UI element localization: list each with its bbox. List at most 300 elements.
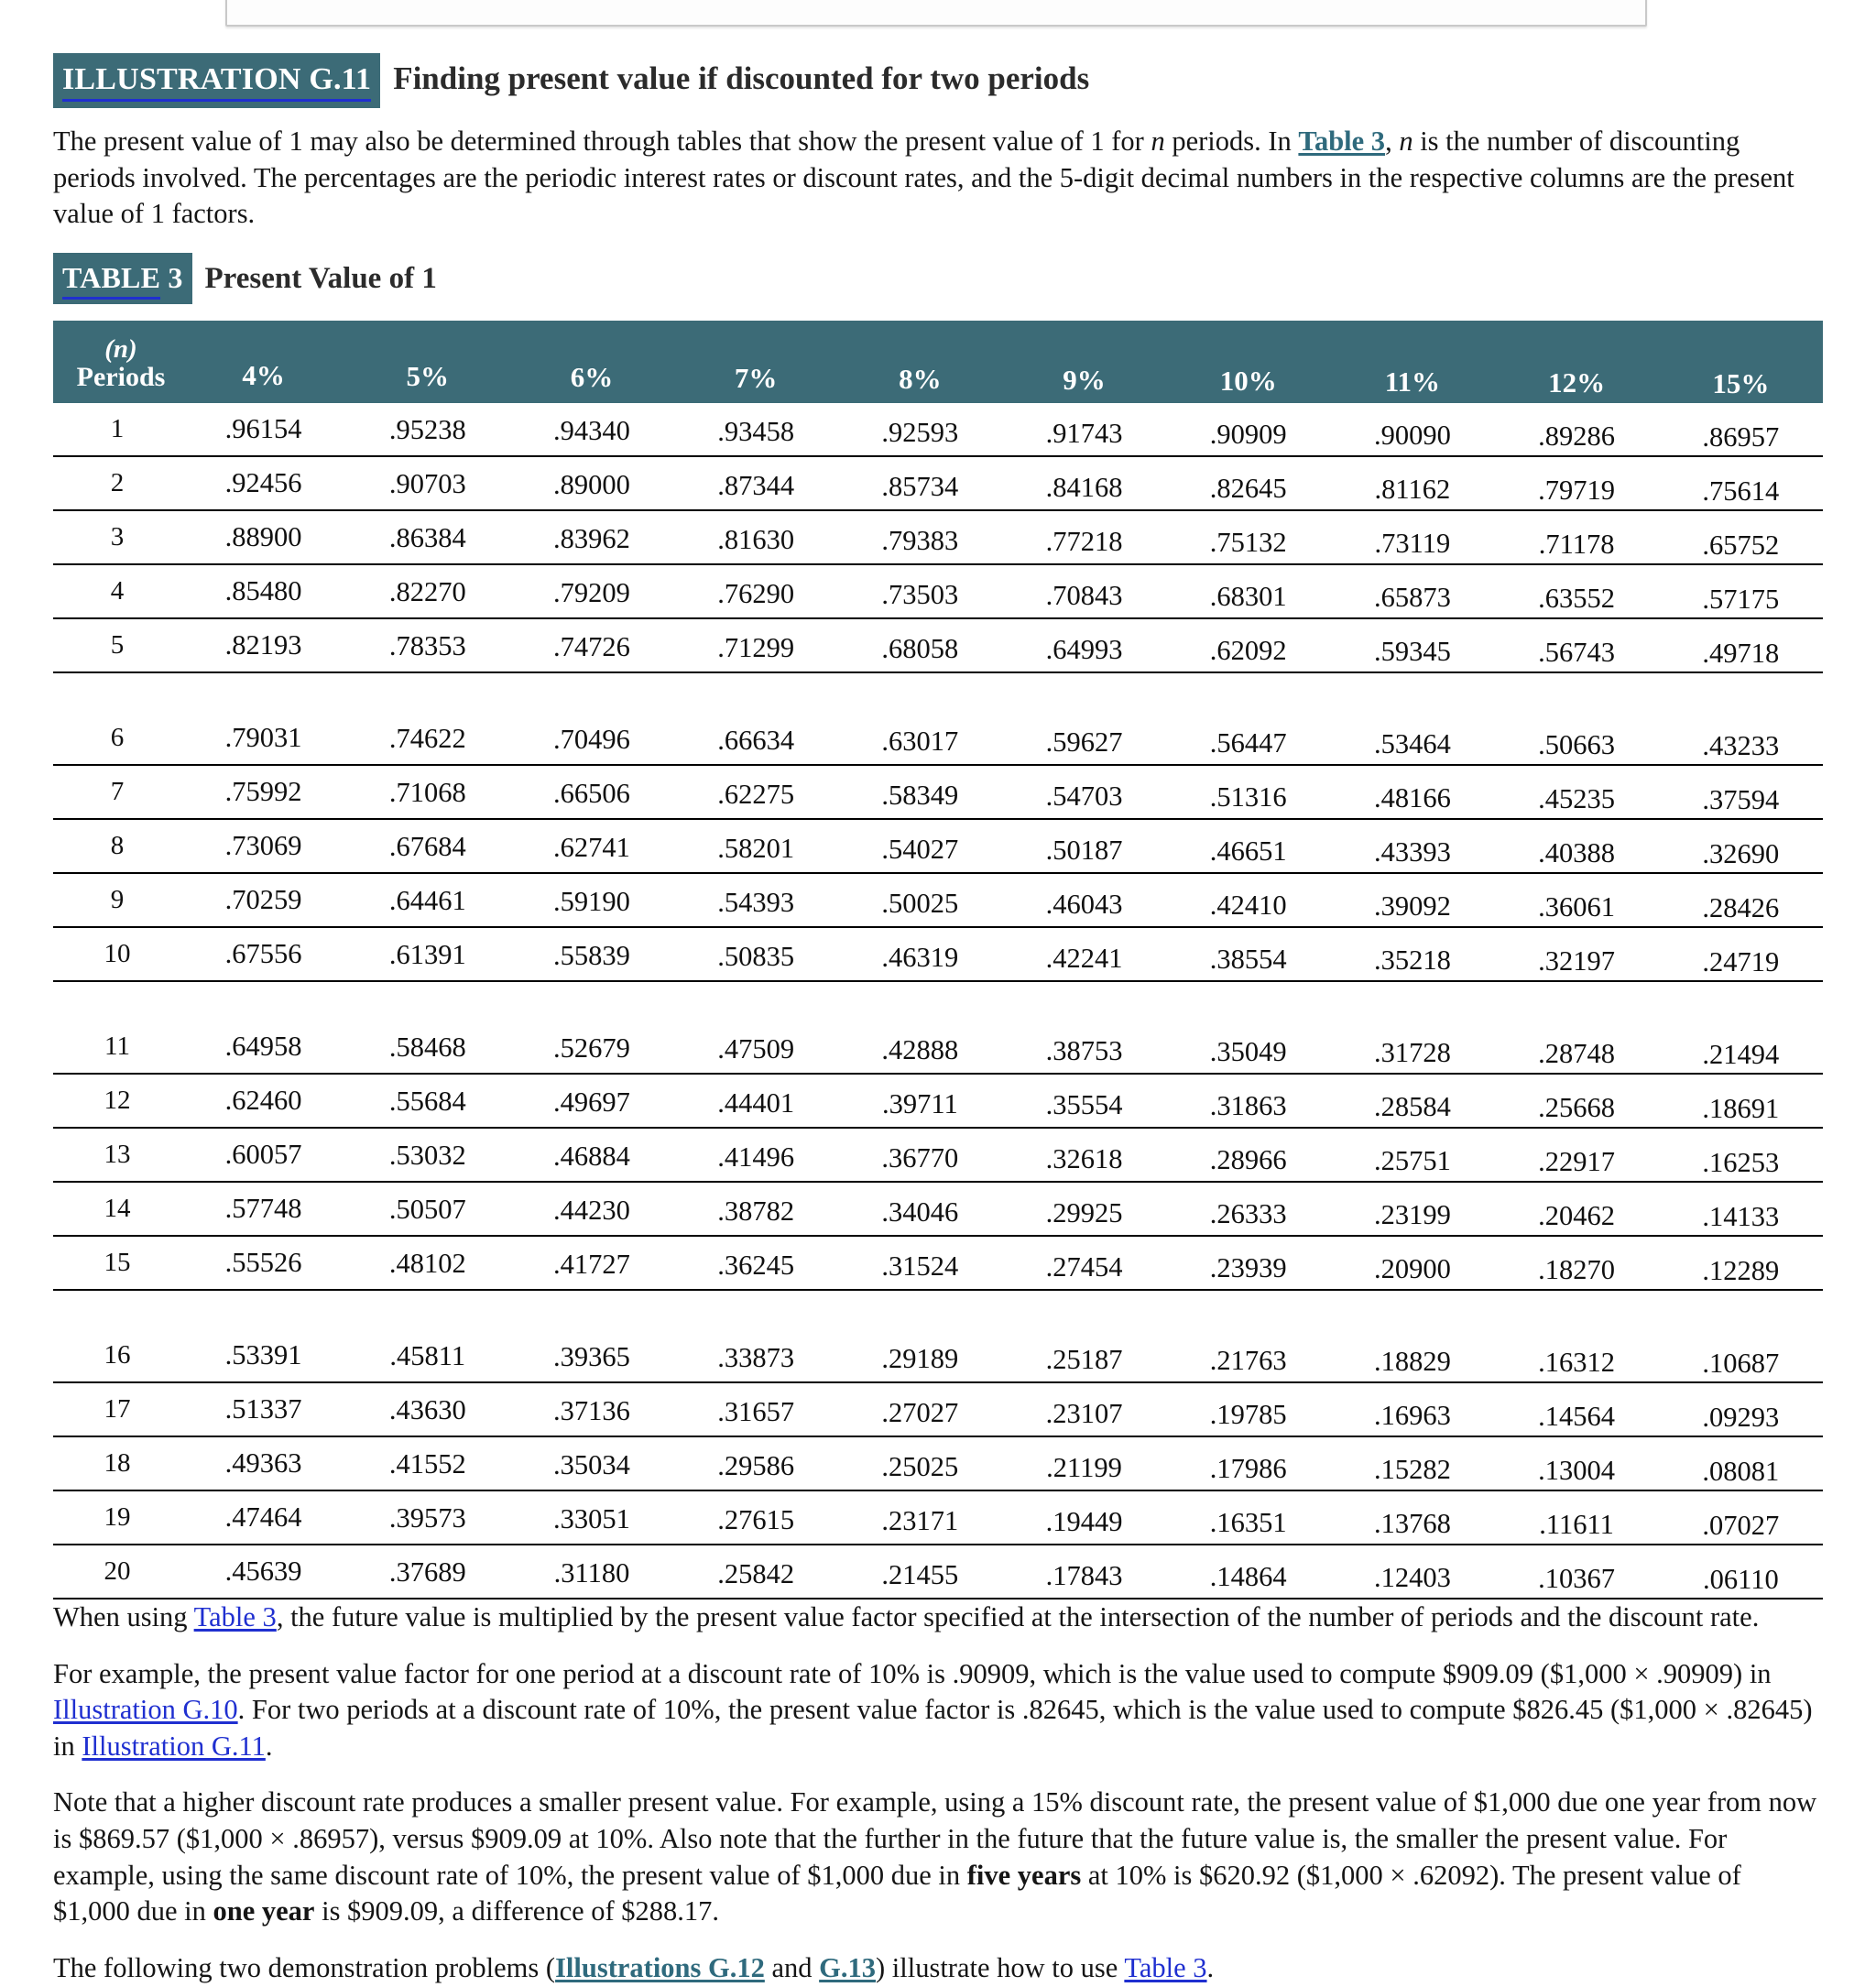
table-row [53, 1021, 1823, 1074]
cell-factor-6pct: .83962 [509, 510, 673, 564]
cell-factor-12pct: .20462 [1495, 1182, 1659, 1236]
column-header-rate-9: 9% [1002, 321, 1166, 403]
note-bold-one-year: one year [213, 1895, 315, 1927]
cell-factor-12pct: .10367 [1495, 1545, 1659, 1599]
cell-factor-10pct: .38554 [1166, 927, 1330, 981]
intro-italic-n-2: n [1399, 126, 1413, 157]
cell-factor-11pct: .65873 [1330, 564, 1494, 618]
when-using-text-1: When using [53, 1600, 194, 1632]
cell-factor-8pct: .27027 [838, 1382, 1002, 1436]
cell-factor-4pct: .79031 [181, 712, 345, 765]
cell-factor-10pct: .51316 [1166, 765, 1330, 819]
table-row [53, 1182, 1823, 1236]
cell-factor-5pct: .90703 [345, 456, 509, 510]
cell-period: 2 [53, 456, 181, 510]
cell-factor-4pct: .49363 [181, 1436, 345, 1490]
table-badge-label: TABLE [62, 261, 160, 300]
cell-factor-6pct: .59190 [509, 873, 673, 927]
cell-factor-9pct: .32618 [1002, 1128, 1166, 1182]
cell-factor-15pct: .86957 [1659, 403, 1823, 456]
cell-factor-7pct: .76290 [674, 564, 838, 618]
cell-factor-12pct: .50663 [1495, 712, 1659, 765]
cell-factor-10pct: .19785 [1166, 1382, 1330, 1436]
table-body [53, 403, 1823, 1599]
cell-factor-5pct: .78353 [345, 618, 509, 672]
cell-period: 5 [53, 618, 181, 672]
cell-factor-6pct: .52679 [509, 1021, 673, 1074]
cell-factor-6pct: .89000 [509, 456, 673, 510]
cell-factor-15pct: .49718 [1659, 618, 1823, 672]
cell-period: 11 [53, 1021, 181, 1074]
column-header-rate-10: 10% [1166, 321, 1330, 403]
cell-factor-9pct: .35554 [1002, 1074, 1166, 1128]
table-row [53, 765, 1823, 819]
cell-factor-11pct: .25751 [1330, 1128, 1494, 1182]
cell-factor-5pct: .74622 [345, 712, 509, 765]
column-header-n: (n) [104, 333, 137, 364]
cell-factor-11pct: .18829 [1330, 1329, 1494, 1382]
cell-period: 18 [53, 1436, 181, 1490]
cell-factor-10pct: .21763 [1166, 1329, 1330, 1382]
cell-factor-6pct: .94340 [509, 403, 673, 456]
cell-factor-8pct: .21455 [838, 1545, 1002, 1599]
table-row [53, 1382, 1823, 1436]
cell-factor-11pct: .53464 [1330, 712, 1494, 765]
table-badge[interactable] [53, 253, 192, 304]
link-table-3-intro[interactable]: Table 3 [1298, 126, 1386, 157]
cell-factor-4pct: .88900 [181, 510, 345, 564]
cell-factor-7pct: .33873 [674, 1329, 838, 1382]
cell-factor-9pct: .27454 [1002, 1236, 1166, 1290]
cell-factor-9pct: .59627 [1002, 712, 1166, 765]
cell-factor-4pct: .73069 [181, 819, 345, 873]
cell-factor-5pct: .64461 [345, 873, 509, 927]
cell-factor-15pct: .37594 [1659, 765, 1823, 819]
cell-factor-9pct: .23107 [1002, 1382, 1166, 1436]
cell-factor-6pct: .49697 [509, 1074, 673, 1128]
column-header-rate-4: 4% [181, 321, 345, 403]
cell-factor-8pct: .31524 [838, 1236, 1002, 1290]
cell-factor-12pct: .45235 [1495, 765, 1659, 819]
note-text-1: Note that a higher discount rate produces a smaller present value. For example, using a 15% discount rate, the present value of $1,000 due one year from now is $869.57 ($1,000 × .86957), versus $909.09 at 10%. Also note that the further in the future that the future value is, the smaller the present value. For example, using the same discount rate of 10%, the present value of $1,000 due in [53, 1786, 1817, 1891]
cell-factor-5pct: .39573 [345, 1490, 509, 1545]
cell-factor-9pct: .42241 [1002, 927, 1166, 981]
cell-factor-10pct: .62092 [1166, 618, 1330, 672]
cell-factor-9pct: .25187 [1002, 1329, 1166, 1382]
column-header-periods-label: Periods [76, 362, 166, 393]
cell-period: 16 [53, 1329, 181, 1382]
cell-factor-9pct: .21199 [1002, 1436, 1166, 1490]
cell-factor-8pct: .46319 [838, 927, 1002, 981]
following-text-2: and [764, 1952, 820, 1984]
cell-factor-10pct: .56447 [1166, 712, 1330, 765]
column-header-rate-15: 15% [1659, 321, 1823, 403]
illustration-badge-label: ILLUSTRATION G.11 [62, 62, 371, 102]
cell-factor-5pct: .48102 [345, 1236, 509, 1290]
table-row [53, 1128, 1823, 1182]
cell-factor-5pct: .61391 [345, 927, 509, 981]
cell-factor-15pct: .12289 [1659, 1236, 1823, 1290]
cell-factor-8pct: .58349 [838, 765, 1002, 819]
table-row [53, 618, 1823, 672]
cell-factor-11pct: .43393 [1330, 819, 1494, 873]
cell-factor-10pct: .90909 [1166, 403, 1330, 456]
table-heading [53, 233, 1823, 304]
cell-factor-15pct: .16253 [1659, 1128, 1823, 1182]
cell-factor-4pct: .57748 [181, 1182, 345, 1236]
cell-factor-9pct: .29925 [1002, 1182, 1166, 1236]
cell-factor-8pct: .79383 [838, 510, 1002, 564]
cell-factor-6pct: .74726 [509, 618, 673, 672]
cell-factor-4pct: .62460 [181, 1074, 345, 1128]
cell-factor-11pct: .16963 [1330, 1382, 1494, 1436]
when-using-text-2: , the future value is multiplied by the present value factor specified at the intersection of the number of periods and the discount rate. [276, 1600, 1760, 1632]
cell-factor-11pct: .15282 [1330, 1436, 1494, 1490]
cell-factor-8pct: .85734 [838, 456, 1002, 510]
following-text-3: ) illustrate how to use [876, 1952, 1125, 1984]
cell-factor-15pct: .09293 [1659, 1382, 1823, 1436]
cell-factor-7pct: .71299 [674, 618, 838, 672]
cell-factor-4pct: .75992 [181, 765, 345, 819]
cell-factor-6pct: .70496 [509, 712, 673, 765]
cell-factor-7pct: .87344 [674, 456, 838, 510]
table-row [53, 1329, 1823, 1382]
cell-factor-8pct: .34046 [838, 1182, 1002, 1236]
illustration-badge[interactable] [53, 53, 380, 108]
intro-paragraph [53, 124, 1823, 233]
cell-period: 4 [53, 564, 181, 618]
cell-factor-7pct: .38782 [674, 1182, 838, 1236]
cell-factor-10pct: .35049 [1166, 1021, 1330, 1074]
cell-factor-4pct: .92456 [181, 456, 345, 510]
cell-factor-15pct: .08081 [1659, 1436, 1823, 1490]
cell-factor-5pct: .45811 [345, 1329, 509, 1382]
cell-factor-12pct: .22917 [1495, 1128, 1659, 1182]
paragraph-note [53, 1785, 1823, 1930]
cell-factor-7pct: .93458 [674, 403, 838, 456]
cell-factor-4pct: .55526 [181, 1236, 345, 1290]
cell-factor-4pct: .85480 [181, 564, 345, 618]
link-illustrations-g12[interactable]: Illustrations G.12 [555, 1952, 765, 1984]
cell-factor-7pct: .27615 [674, 1490, 838, 1545]
note-bold-five-years: five years [966, 1859, 1082, 1891]
cell-factor-8pct: .54027 [838, 819, 1002, 873]
table-group-spacer [53, 981, 1823, 1021]
table-group-spacer [53, 672, 1823, 712]
cell-factor-7pct: .54393 [674, 873, 838, 927]
example-text-1: For example, the present value factor for one period at a discount rate of 10% is .90909, which is the value used to compute $909.09 ($1,000 × .90909) in [53, 1657, 1772, 1689]
column-header-rate-11: 11% [1330, 321, 1494, 403]
paragraph-following [53, 1950, 1823, 1987]
table-row [53, 403, 1823, 456]
cell-factor-8pct: .39711 [838, 1074, 1002, 1128]
table-group-spacer [53, 1290, 1823, 1329]
paragraph-example [53, 1656, 1823, 1765]
table-row [53, 1490, 1823, 1545]
cell-factor-6pct: .39365 [509, 1329, 673, 1382]
cell-factor-8pct: .23171 [838, 1490, 1002, 1545]
cell-period: 14 [53, 1182, 181, 1236]
cell-factor-15pct: .21494 [1659, 1021, 1823, 1074]
link-illustration-g11[interactable]: Illustration G.11 [82, 1730, 266, 1762]
link-illustration-g10[interactable]: Illustration G.10 [53, 1694, 238, 1726]
cell-factor-8pct: .36770 [838, 1128, 1002, 1182]
column-header-periods [53, 321, 181, 403]
cell-factor-8pct: .63017 [838, 712, 1002, 765]
table-row [53, 510, 1823, 564]
link-g13[interactable]: G.13 [819, 1952, 876, 1984]
cell-factor-5pct: .37689 [345, 1545, 509, 1599]
cell-factor-9pct: .70843 [1002, 564, 1166, 618]
illustration-title: Finding present value if discounted for two periods [393, 60, 1090, 96]
cell-factor-8pct: .73503 [838, 564, 1002, 618]
cell-factor-15pct: .75614 [1659, 456, 1823, 510]
cell-factor-11pct: .13768 [1330, 1490, 1494, 1545]
cell-factor-6pct: .41727 [509, 1236, 673, 1290]
cell-factor-15pct: .07027 [1659, 1490, 1823, 1545]
cell-factor-11pct: .73119 [1330, 510, 1494, 564]
cell-factor-6pct: .46884 [509, 1128, 673, 1182]
cell-factor-8pct: .92593 [838, 403, 1002, 456]
cell-factor-5pct: .55684 [345, 1074, 509, 1128]
cell-factor-7pct: .29586 [674, 1436, 838, 1490]
column-header-rate-6: 6% [509, 321, 673, 403]
cell-factor-8pct: .29189 [838, 1329, 1002, 1382]
cell-factor-11pct: .12403 [1330, 1545, 1494, 1599]
cell-period: 20 [53, 1545, 181, 1599]
cell-factor-15pct: .65752 [1659, 510, 1823, 564]
cell-factor-9pct: .84168 [1002, 456, 1166, 510]
cell-factor-15pct: .43233 [1659, 712, 1823, 765]
column-header-rate-7: 7% [674, 321, 838, 403]
cell-factor-12pct: .56743 [1495, 618, 1659, 672]
cell-factor-10pct: .16351 [1166, 1490, 1330, 1545]
cell-factor-9pct: .64993 [1002, 618, 1166, 672]
table-row [53, 1074, 1823, 1128]
cell-period: 19 [53, 1490, 181, 1545]
following-text-4: . [1206, 1952, 1215, 1984]
cell-factor-6pct: .37136 [509, 1382, 673, 1436]
cell-factor-7pct: .81630 [674, 510, 838, 564]
cell-factor-12pct: .14564 [1495, 1382, 1659, 1436]
cell-factor-12pct: .79719 [1495, 456, 1659, 510]
cell-factor-15pct: .18691 [1659, 1074, 1823, 1128]
cell-factor-12pct: .25668 [1495, 1074, 1659, 1128]
link-table-3-when-using[interactable]: Table 3 [193, 1600, 277, 1632]
cell-factor-5pct: .82270 [345, 564, 509, 618]
cell-factor-6pct: .79209 [509, 564, 673, 618]
intro-text-4: is the number of discounting periods involved. The percentages are the periodic interest rates or discount rates, and the 5-digit decimal numbers in the respective columns are the present value of 1 factors. [53, 126, 1794, 230]
table-row [53, 873, 1823, 927]
intro-text-2: periods. In [1164, 126, 1299, 157]
cell-factor-4pct: .51337 [181, 1382, 345, 1436]
table-row [53, 819, 1823, 873]
cell-factor-11pct: .90090 [1330, 403, 1494, 456]
cell-period: 10 [53, 927, 181, 981]
cell-factor-8pct: .42888 [838, 1021, 1002, 1074]
intro-text-1: The present value of 1 may also be determined through tables that show the present value of 1 for [53, 126, 1151, 157]
example-text-2: . For two periods at a discount rate of 10%, the present value factor is .82645, which is the value used to compute $826.45 ($1,000 × .82645) in [53, 1694, 1813, 1762]
cell-factor-5pct: .58468 [345, 1021, 509, 1074]
cell-factor-15pct: .06110 [1659, 1545, 1823, 1599]
cell-factor-9pct: .50187 [1002, 819, 1166, 873]
present-value-table [53, 321, 1823, 1599]
cell-factor-8pct: .25025 [838, 1436, 1002, 1490]
paragraph-when-using [53, 1599, 1823, 1636]
cell-factor-12pct: .63552 [1495, 564, 1659, 618]
cell-factor-6pct: .44230 [509, 1182, 673, 1236]
column-header-rate-5: 5% [345, 321, 509, 403]
cell-period: 8 [53, 819, 181, 873]
cell-factor-9pct: .91743 [1002, 403, 1166, 456]
cell-factor-9pct: .46043 [1002, 873, 1166, 927]
cell-factor-11pct: .39092 [1330, 873, 1494, 927]
cell-factor-8pct: .68058 [838, 618, 1002, 672]
cell-factor-7pct: .47509 [674, 1021, 838, 1074]
following-text-1: The following two demonstration problems ( [53, 1952, 556, 1984]
intro-text-3: , [1385, 126, 1400, 157]
table-row [53, 1236, 1823, 1290]
cell-factor-4pct: .60057 [181, 1128, 345, 1182]
cell-factor-5pct: .86384 [345, 510, 509, 564]
cell-period: 13 [53, 1128, 181, 1182]
table-title: Present Value of 1 [204, 261, 437, 295]
cell-factor-12pct: .13004 [1495, 1436, 1659, 1490]
cell-factor-4pct: .53391 [181, 1329, 345, 1382]
cell-factor-11pct: .81162 [1330, 456, 1494, 510]
cell-factor-12pct: .40388 [1495, 819, 1659, 873]
cell-period: 12 [53, 1074, 181, 1128]
table-header-row [53, 321, 1823, 403]
cell-factor-12pct: .36061 [1495, 873, 1659, 927]
cell-factor-6pct: .55839 [509, 927, 673, 981]
cell-factor-11pct: .59345 [1330, 618, 1494, 672]
cell-period: 6 [53, 712, 181, 765]
cell-factor-9pct: .38753 [1002, 1021, 1166, 1074]
cell-factor-12pct: .11611 [1495, 1490, 1659, 1545]
cell-factor-5pct: .43630 [345, 1382, 509, 1436]
note-text-2: at 10% is $620.92 ($1,000 × .62092). The present value of $1,000 due in [53, 1859, 1741, 1927]
example-text-3: . [265, 1730, 273, 1762]
cell-factor-9pct: .17843 [1002, 1545, 1166, 1599]
note-text-3: is $909.09, a difference of $288.17. [314, 1895, 720, 1927]
cell-factor-15pct: .28426 [1659, 873, 1823, 927]
cell-factor-11pct: .31728 [1330, 1021, 1494, 1074]
cell-factor-15pct: .14133 [1659, 1182, 1823, 1236]
cell-factor-10pct: .26333 [1166, 1182, 1330, 1236]
cell-factor-4pct: .45639 [181, 1545, 345, 1599]
table-row [53, 564, 1823, 618]
column-header-rate-8: 8% [838, 321, 1002, 403]
cell-factor-10pct: .42410 [1166, 873, 1330, 927]
table-row [53, 1545, 1823, 1599]
cell-factor-8pct: .50025 [838, 873, 1002, 927]
cell-factor-10pct: .14864 [1166, 1545, 1330, 1599]
cell-factor-4pct: .47464 [181, 1490, 345, 1545]
cell-factor-9pct: .77218 [1002, 510, 1166, 564]
cell-factor-11pct: .23199 [1330, 1182, 1494, 1236]
cell-factor-7pct: .36245 [674, 1236, 838, 1290]
cell-factor-5pct: .71068 [345, 765, 509, 819]
cell-factor-12pct: .16312 [1495, 1329, 1659, 1382]
cell-factor-10pct: .82645 [1166, 456, 1330, 510]
cell-factor-6pct: .66506 [509, 765, 673, 819]
cell-factor-10pct: .17986 [1166, 1436, 1330, 1490]
cell-factor-4pct: .64958 [181, 1021, 345, 1074]
cell-factor-15pct: .57175 [1659, 564, 1823, 618]
cell-factor-6pct: .62741 [509, 819, 673, 873]
cell-factor-7pct: .41496 [674, 1128, 838, 1182]
cell-factor-7pct: .50835 [674, 927, 838, 981]
cell-factor-5pct: .53032 [345, 1128, 509, 1182]
cell-factor-7pct: .31657 [674, 1382, 838, 1436]
cell-factor-7pct: .44401 [674, 1074, 838, 1128]
cell-factor-11pct: .20900 [1330, 1236, 1494, 1290]
cell-factor-5pct: .95238 [345, 403, 509, 456]
table-row [53, 456, 1823, 510]
cell-period: 3 [53, 510, 181, 564]
cell-factor-11pct: .28584 [1330, 1074, 1494, 1128]
intro-italic-n-1: n [1151, 126, 1165, 157]
cell-factor-7pct: .66634 [674, 712, 838, 765]
cell-period: 9 [53, 873, 181, 927]
table-row [53, 1436, 1823, 1490]
cell-factor-4pct: .67556 [181, 927, 345, 981]
cell-factor-15pct: .24719 [1659, 927, 1823, 981]
cell-factor-4pct: .82193 [181, 618, 345, 672]
cell-factor-7pct: .25842 [674, 1545, 838, 1599]
link-table-3-following[interactable]: Table 3 [1124, 1952, 1207, 1984]
cell-factor-6pct: .35034 [509, 1436, 673, 1490]
cell-factor-10pct: .68301 [1166, 564, 1330, 618]
cell-factor-10pct: .23939 [1166, 1236, 1330, 1290]
cell-factor-10pct: .28966 [1166, 1128, 1330, 1182]
cell-factor-12pct: .18270 [1495, 1236, 1659, 1290]
cell-period: 15 [53, 1236, 181, 1290]
cell-factor-4pct: .96154 [181, 403, 345, 456]
cell-factor-11pct: .48166 [1330, 765, 1494, 819]
column-header-rate-12: 12% [1495, 321, 1659, 403]
cell-factor-15pct: .32690 [1659, 819, 1823, 873]
cell-period: 7 [53, 765, 181, 819]
cell-factor-10pct: .46651 [1166, 819, 1330, 873]
cell-factor-12pct: .89286 [1495, 403, 1659, 456]
cell-factor-9pct: .54703 [1002, 765, 1166, 819]
table-badge-number: 3 [168, 260, 183, 294]
cell-period: 1 [53, 403, 181, 456]
table-header [53, 321, 1823, 403]
cell-factor-6pct: .31180 [509, 1545, 673, 1599]
cell-factor-5pct: .41552 [345, 1436, 509, 1490]
cell-factor-11pct: .35218 [1330, 927, 1494, 981]
cell-factor-7pct: .58201 [674, 819, 838, 873]
cell-factor-6pct: .33051 [509, 1490, 673, 1545]
cell-period: 17 [53, 1382, 181, 1436]
cell-factor-5pct: .67684 [345, 819, 509, 873]
cell-factor-10pct: .31863 [1166, 1074, 1330, 1128]
cell-factor-4pct: .70259 [181, 873, 345, 927]
table-row [53, 712, 1823, 765]
cell-factor-7pct: .62275 [674, 765, 838, 819]
cell-factor-12pct: .32197 [1495, 927, 1659, 981]
cell-factor-5pct: .50507 [345, 1182, 509, 1236]
cell-factor-12pct: .28748 [1495, 1021, 1659, 1074]
cell-factor-10pct: .75132 [1166, 510, 1330, 564]
illustration-heading [53, 0, 1823, 108]
cell-factor-9pct: .19449 [1002, 1490, 1166, 1545]
table-row [53, 927, 1823, 981]
cell-factor-12pct: .71178 [1495, 510, 1659, 564]
